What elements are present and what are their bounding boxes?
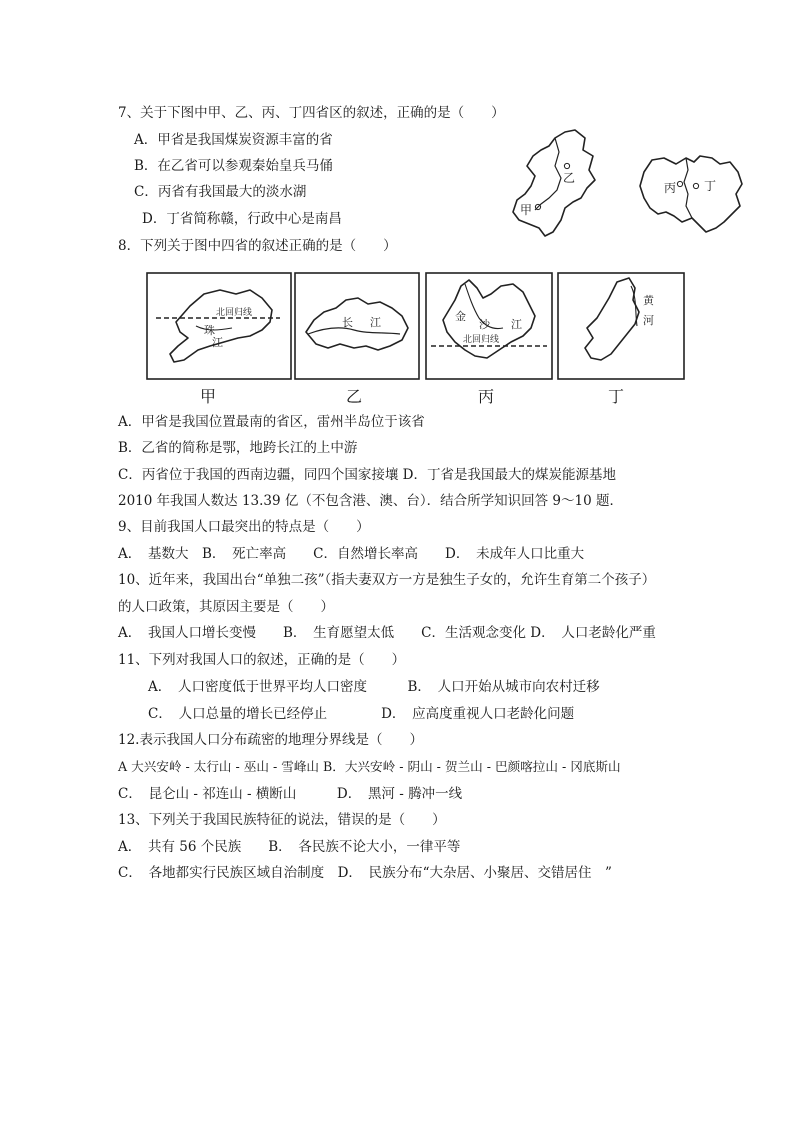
q7-stem: 7、关于下图中甲、乙、丙、丁四省区的叙述，正确的是（ ） [118, 105, 505, 121]
q8-map-jia [146, 272, 292, 380]
q8-yi-river-chang: 长 [342, 316, 353, 329]
q11-options-row1: A． 人口密度低于世界平均人口密度 B． 人口开始从城市向农村迁移 [148, 679, 600, 695]
q8-bing-river-jin: 金 [455, 310, 466, 323]
q7-map-bing-ding [636, 152, 748, 236]
q13-stem: 13、下列关于我国民族特征的说法，错误的是（ ） [118, 812, 446, 828]
q7-label-jia: 甲 [520, 203, 533, 217]
q8-bing-river-sha: 沙 [479, 318, 490, 331]
q10-stem-line2: 的人口政策，其原因主要是（ ） [118, 599, 334, 615]
q9-stem: 9、目前我国人口最突出的特点是（ ） [118, 519, 370, 535]
q8-option-a: A．甲省是我国位置最南的省区，雷州半岛位于该省 [118, 414, 425, 430]
q7-option-c: C．丙省有我国最大的淡水湖 [134, 184, 307, 200]
q10-stem-line1: 10、近年来，我国出台“单独二孩”（指夫妻双方一方是独生子女的，允许生育第二个孩子） [118, 572, 656, 588]
q7-option-b: B．在乙省可以参观秦始皇兵马俑 [134, 158, 333, 174]
q11-options-row2: C． 人口总量的增长已经停止 D． 应高度重视人口老龄化问题 [148, 706, 575, 722]
q8-jia-tropic-label: 北回归线 [216, 308, 253, 318]
q8-ding-river-he: 河 [643, 314, 654, 327]
q9-10-intro: 2010 年我国人数达 13.39 亿（不包含港、澳、台）．结合所学知识回答 9～10 题． [118, 493, 623, 509]
q7-label-yi: 乙 [563, 171, 576, 185]
q7-map-jia-yi [505, 128, 610, 238]
q8-map-ding [557, 272, 685, 380]
q8-caption-ding: 丁 [608, 387, 625, 406]
q8-option-b: B．乙省的简称是鄂，地跨长江的上中游 [118, 440, 358, 456]
q12-stem: 12.表示我国人口分布疏密的地理分界线是（ ） [118, 732, 423, 748]
q8-caption-bing: 丙 [478, 387, 495, 406]
q7-label-bing: 丙 [664, 181, 677, 195]
q13-options-row1: A． 共有 56 个民族 B． 各民族不论大小，一律平等 [118, 839, 461, 855]
q12-options-row1: A 大兴安岭 - 太行山 - 巫山 - 雪峰山 B．大兴安岭 - 阴山 - 贺兰山 - 巴颜喀拉山 - 冈底斯山 [118, 759, 621, 774]
q12-options-row2: C． 昆仑山 - 祁连山 - 横断山 D． 黑河 - 腾冲一线 [118, 786, 463, 802]
q9-options: A． 基数大 B． 死亡率高 C．自然增长率高 D． 未成年人口比重大 [118, 546, 585, 562]
q13-options-row2: C． 各地都实行民族区域自治制度 D． 民族分布“大杂居、小聚居、交错居住 ” [118, 865, 612, 881]
q10-options: A． 我国人口增长变慢 B． 生育愿望太低 C．生活观念变化 D． 人口老龄化严重 [118, 625, 656, 641]
q8-caption-yi: 乙 [346, 387, 363, 406]
q8-jia-river-zhu: 珠 [204, 324, 215, 337]
q7-option-a: A．甲省是我国煤炭资源丰富的省 [134, 132, 333, 148]
q8-ding-river-huang: 黄 [643, 294, 654, 307]
q8-yi-river-jiang: 江 [370, 316, 381, 329]
q8-jia-river-jiang: 江 [212, 336, 223, 349]
q8-bing-tropic-label: 北回归线 [463, 335, 500, 345]
q11-stem: 11、下列对我国人口的叙述，正确的是（ ） [118, 652, 406, 668]
q7-label-ding: 丁 [704, 179, 717, 193]
q8-bing-river-jiang: 江 [511, 318, 522, 331]
q7-option-d: D．丁省简称赣，行政中心是南昌 [142, 211, 342, 227]
q8-option-cd: C．丙省位于我国的西南边疆，同四个国家接壤 D．丁省是我国最大的煤炭能源基地 [118, 467, 616, 483]
q8-stem: 8．下列关于图中四省的叙述正确的是（ ） [118, 238, 397, 254]
q8-caption-jia: 甲 [200, 387, 217, 406]
q8-map-yi [294, 272, 420, 380]
q8-map-bing [425, 272, 553, 380]
